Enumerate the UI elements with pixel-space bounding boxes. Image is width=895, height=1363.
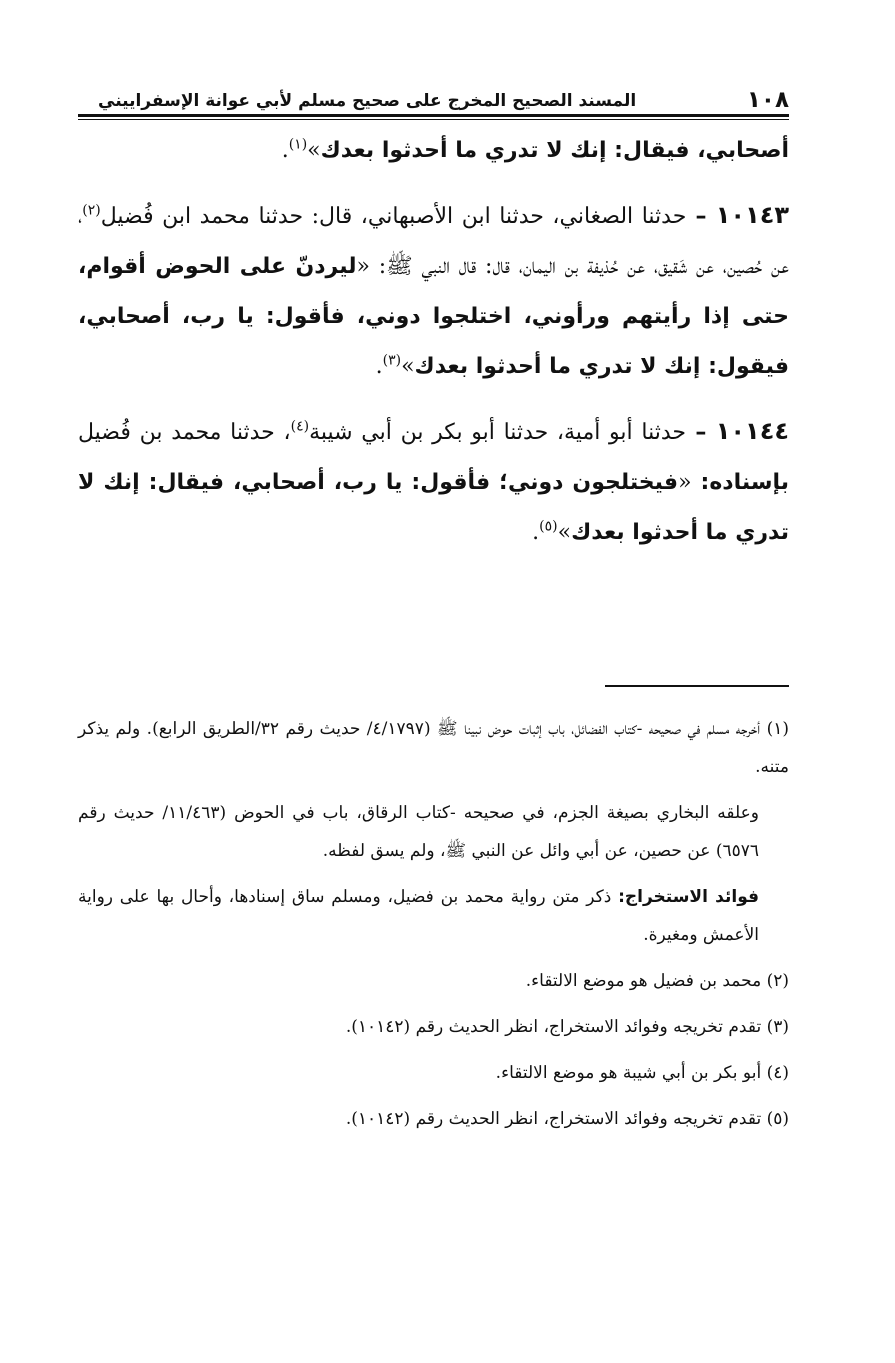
continued-paragraph — [78, 126, 789, 176]
footnote-1: (١) أخرجه مسلم في صحيحه -كتاب الفضائل، باب إثبات حوض نبينا ﷺ (٤/١٧٩٧/ حديث رقم ٣٢/الطريق الرابع). ولم يذكر متنه. — [78, 719, 789, 777]
hadith-dash: – — [686, 204, 716, 229]
isnad-text: حدثنا الصغاني، حدثنا ابن الأصبهاني، قال: حدثنا محمد ابن فُضيل — [100, 204, 687, 229]
footnote-3: (٣) تقدم تخريجه وفوائد الاستخراج، انظر الحديث رقم (١٠١٤٢). — [345, 1017, 789, 1037]
benefit-text: ذكر متن رواية محمد بن فضيل، ومسلم ساق إسنادها، وأحال بها على رواية الأعمش ومغيرة. — [78, 887, 759, 945]
footnote-1-benefit — [78, 878, 789, 954]
hadith-dash: – — [685, 420, 716, 445]
benefit-label: فوائد الاستخراج: — [618, 887, 759, 907]
matn-text: أصحابي، فيقال: إنك لا تدري ما أحدثوا بعدك — [320, 138, 789, 163]
full-stop: . — [375, 354, 383, 379]
isnad-text: حدثنا أبو أمية، حدثنا أبو بكر بن أبي شيبة — [309, 420, 686, 445]
running-header — [78, 74, 789, 114]
full-stop: . — [532, 520, 540, 545]
matn-text: ليردنّ على الحوض أقوام، حتى إذا رأيتهم ورأوني، اختلجوا دوني، فأقول: يا رب، أصحابي، فيقول: إنك لا تدري ما أحدثوا بعدك — [78, 254, 789, 379]
quote-close: » — [401, 354, 415, 379]
hadith-number: ١٠١٤٣ — [715, 201, 790, 229]
footnote-2: (٢) محمد بن فضيل هو موضع الالتقاء. — [525, 971, 789, 991]
footnote-5: (٥) تقدم تخريجه وفوائد الاستخراج، انظر الحديث رقم (١٠١٤٢). — [345, 1109, 789, 1129]
footnote-ref-4[interactable]: (٤) — [290, 418, 310, 435]
matn-text: فيختلجون دوني؛ فأقول: يا رب، أصحابي، فيقال: إنك لا تدري ما أحدثوا بعدك — [78, 470, 789, 545]
isnad-bold: بإسناده: — [691, 470, 789, 495]
isnad-text-continued: ، عن حُصين، عن شَقيق، عن حُذيفة بن اليمان، قال: قال النبي ﷺ: « — [78, 204, 789, 279]
header-rule — [78, 114, 789, 117]
footnote-ref-3[interactable]: (٣) — [382, 352, 402, 369]
footnote-ref-1[interactable]: (١) — [288, 136, 308, 153]
full-stop: . — [281, 138, 289, 163]
header-rule-thin — [78, 119, 789, 120]
isnad-text-continued: ، حدثنا محمد بن فُضيل — [78, 420, 291, 445]
footnote-ref-5[interactable]: (٥) — [539, 518, 558, 535]
footnotes — [78, 710, 789, 1146]
footnote-separator — [605, 685, 789, 687]
main-text — [78, 126, 789, 572]
quote-close: » — [307, 138, 321, 163]
footnote-4: (٤) أبو بكر بن أبي شيبة هو موضع الالتقاء. — [495, 1063, 789, 1083]
book-title: المسند الصحيح المخرج على صحيح مسلم لأبي عوانة الإسفراييني — [98, 91, 637, 111]
quote-close: » — [557, 520, 572, 545]
hadith-10144 — [78, 406, 789, 558]
page-number: ١٠٨ — [746, 87, 789, 113]
quote-open: « — [678, 470, 692, 495]
hadith-10143 — [78, 190, 789, 392]
hadith-number: ١٠١٤٤ — [715, 417, 789, 445]
footnote-ref-2[interactable]: (٢) — [82, 202, 101, 219]
footnote-1-bukhari: وعلقه البخاري بصيغة الجزم، في صحيحه -كتاب الرقاق، باب في الحوض (١١/٤٦٣/ حديث رقم ٦٥٧٦) عن حصين، عن أبي وائل عن النبي ﷺ، ولم يسق لفظه. — [78, 803, 759, 861]
